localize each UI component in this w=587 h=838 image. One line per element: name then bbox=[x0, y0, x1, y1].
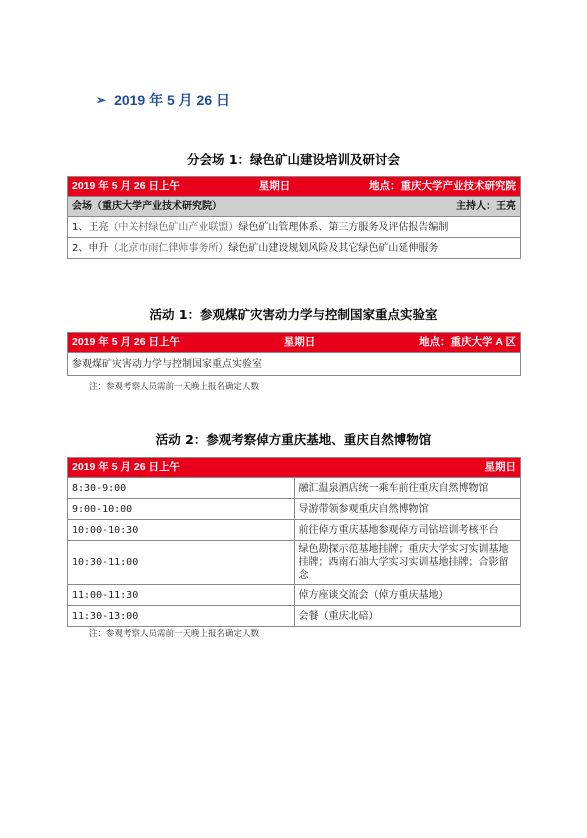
talk-topic: 绿色矿山建设规划风险及其它绿色矿山延伸服务 bbox=[228, 242, 439, 254]
talk-speaker: 1、王亮 bbox=[72, 221, 109, 233]
table-row bbox=[68, 585, 521, 606]
arrow-bullet-icon: ➢ bbox=[96, 93, 107, 107]
talk-speaker: 2、申升 bbox=[72, 242, 109, 254]
session1-location: 地点：重庆大学产业技术研究院 bbox=[369, 180, 516, 192]
table-row bbox=[68, 606, 521, 627]
session1-venue-row bbox=[68, 197, 521, 217]
activity2-note: 注：参观考察人员需前一天晚上报名确定人数 bbox=[89, 629, 260, 639]
date-heading bbox=[96, 90, 230, 110]
table-row bbox=[68, 353, 521, 376]
session1-title: 分会场 1：绿色矿山建设培训及研讨会 bbox=[186, 152, 401, 167]
row-time: 8:30-9:00 bbox=[68, 478, 295, 499]
row-desc: 导游带领参观重庆自然博物馆 bbox=[294, 499, 521, 520]
activity1-header-row bbox=[68, 333, 521, 353]
talk-org: （中关村绿色矿山产业联盟） bbox=[108, 221, 239, 233]
table-row bbox=[68, 238, 521, 259]
talk-topic: 绿色矿山管理体系、第三方服务及评估报告编制 bbox=[238, 221, 449, 233]
row-time: 9:00-10:00 bbox=[68, 499, 295, 520]
activity2-table bbox=[67, 457, 521, 627]
session1-host: 主持人：王亮 bbox=[456, 201, 516, 212]
row-time: 11:30-13:00 bbox=[68, 606, 295, 627]
activity2-title: 活动 2：参观考察倬方重庆基地、重庆自然博物馆 bbox=[155, 432, 432, 447]
session1-header-row bbox=[68, 177, 521, 197]
session1-date: 2019 年 5 月 26 日上午 bbox=[72, 180, 180, 192]
row-desc: 会餐（重庆北碚） bbox=[294, 606, 521, 627]
row-desc: 前往倬方重庆基地参观倬方司钻培训考核平台 bbox=[294, 520, 521, 541]
row-time: 10:00-10:30 bbox=[68, 520, 295, 541]
activity1-location: 地点：重庆大学 A 区 bbox=[418, 336, 516, 348]
row-desc: 融汇温泉酒店统一乘车前往重庆自然博物馆 bbox=[294, 478, 521, 499]
activity2-date: 2019 年 5 月 26 日上午 bbox=[72, 461, 180, 473]
table-row bbox=[68, 499, 521, 520]
activity1-date: 2019 年 5 月 26 日上午 bbox=[72, 336, 180, 348]
talk-org: （北京市雨仁律师事务所） bbox=[108, 242, 229, 254]
row-time: 10:30-11:00 bbox=[68, 541, 295, 585]
activity2-weekday: 星期日 bbox=[484, 461, 516, 473]
activity1-note: 注：参观考察人员需前一天晚上报名确定人数 bbox=[89, 382, 260, 392]
session1-weekday: 星期日 bbox=[258, 180, 291, 192]
session1-table bbox=[67, 176, 521, 259]
table-row bbox=[68, 478, 521, 499]
activity1-table bbox=[67, 332, 521, 376]
session1-venue: 会场（重庆大学产业技术研究院） bbox=[72, 201, 222, 212]
activity1-title: 活动 1：参观煤矿灾害动力学与控制国家重点实验室 bbox=[149, 307, 438, 322]
date-heading-text: 2019 年 5 月 26 日 bbox=[114, 92, 231, 108]
row-time: 11:00-11:30 bbox=[68, 585, 295, 606]
activity1-content: 参观煤矿灾害动力学与控制国家重点实验室 bbox=[68, 353, 521, 376]
activity1-weekday: 星期日 bbox=[283, 336, 316, 348]
row-desc: 倬方座谈交流会（倬方重庆基地） bbox=[294, 585, 521, 606]
table-row bbox=[68, 520, 521, 541]
table-row bbox=[68, 541, 521, 585]
activity2-header-row bbox=[68, 458, 521, 478]
table-row bbox=[68, 217, 521, 238]
row-desc: 绿色勘探示范基地挂牌；重庆大学实习实训基地挂牌；西南石油大学实习实训基地挂牌；合影留念 bbox=[294, 541, 521, 585]
